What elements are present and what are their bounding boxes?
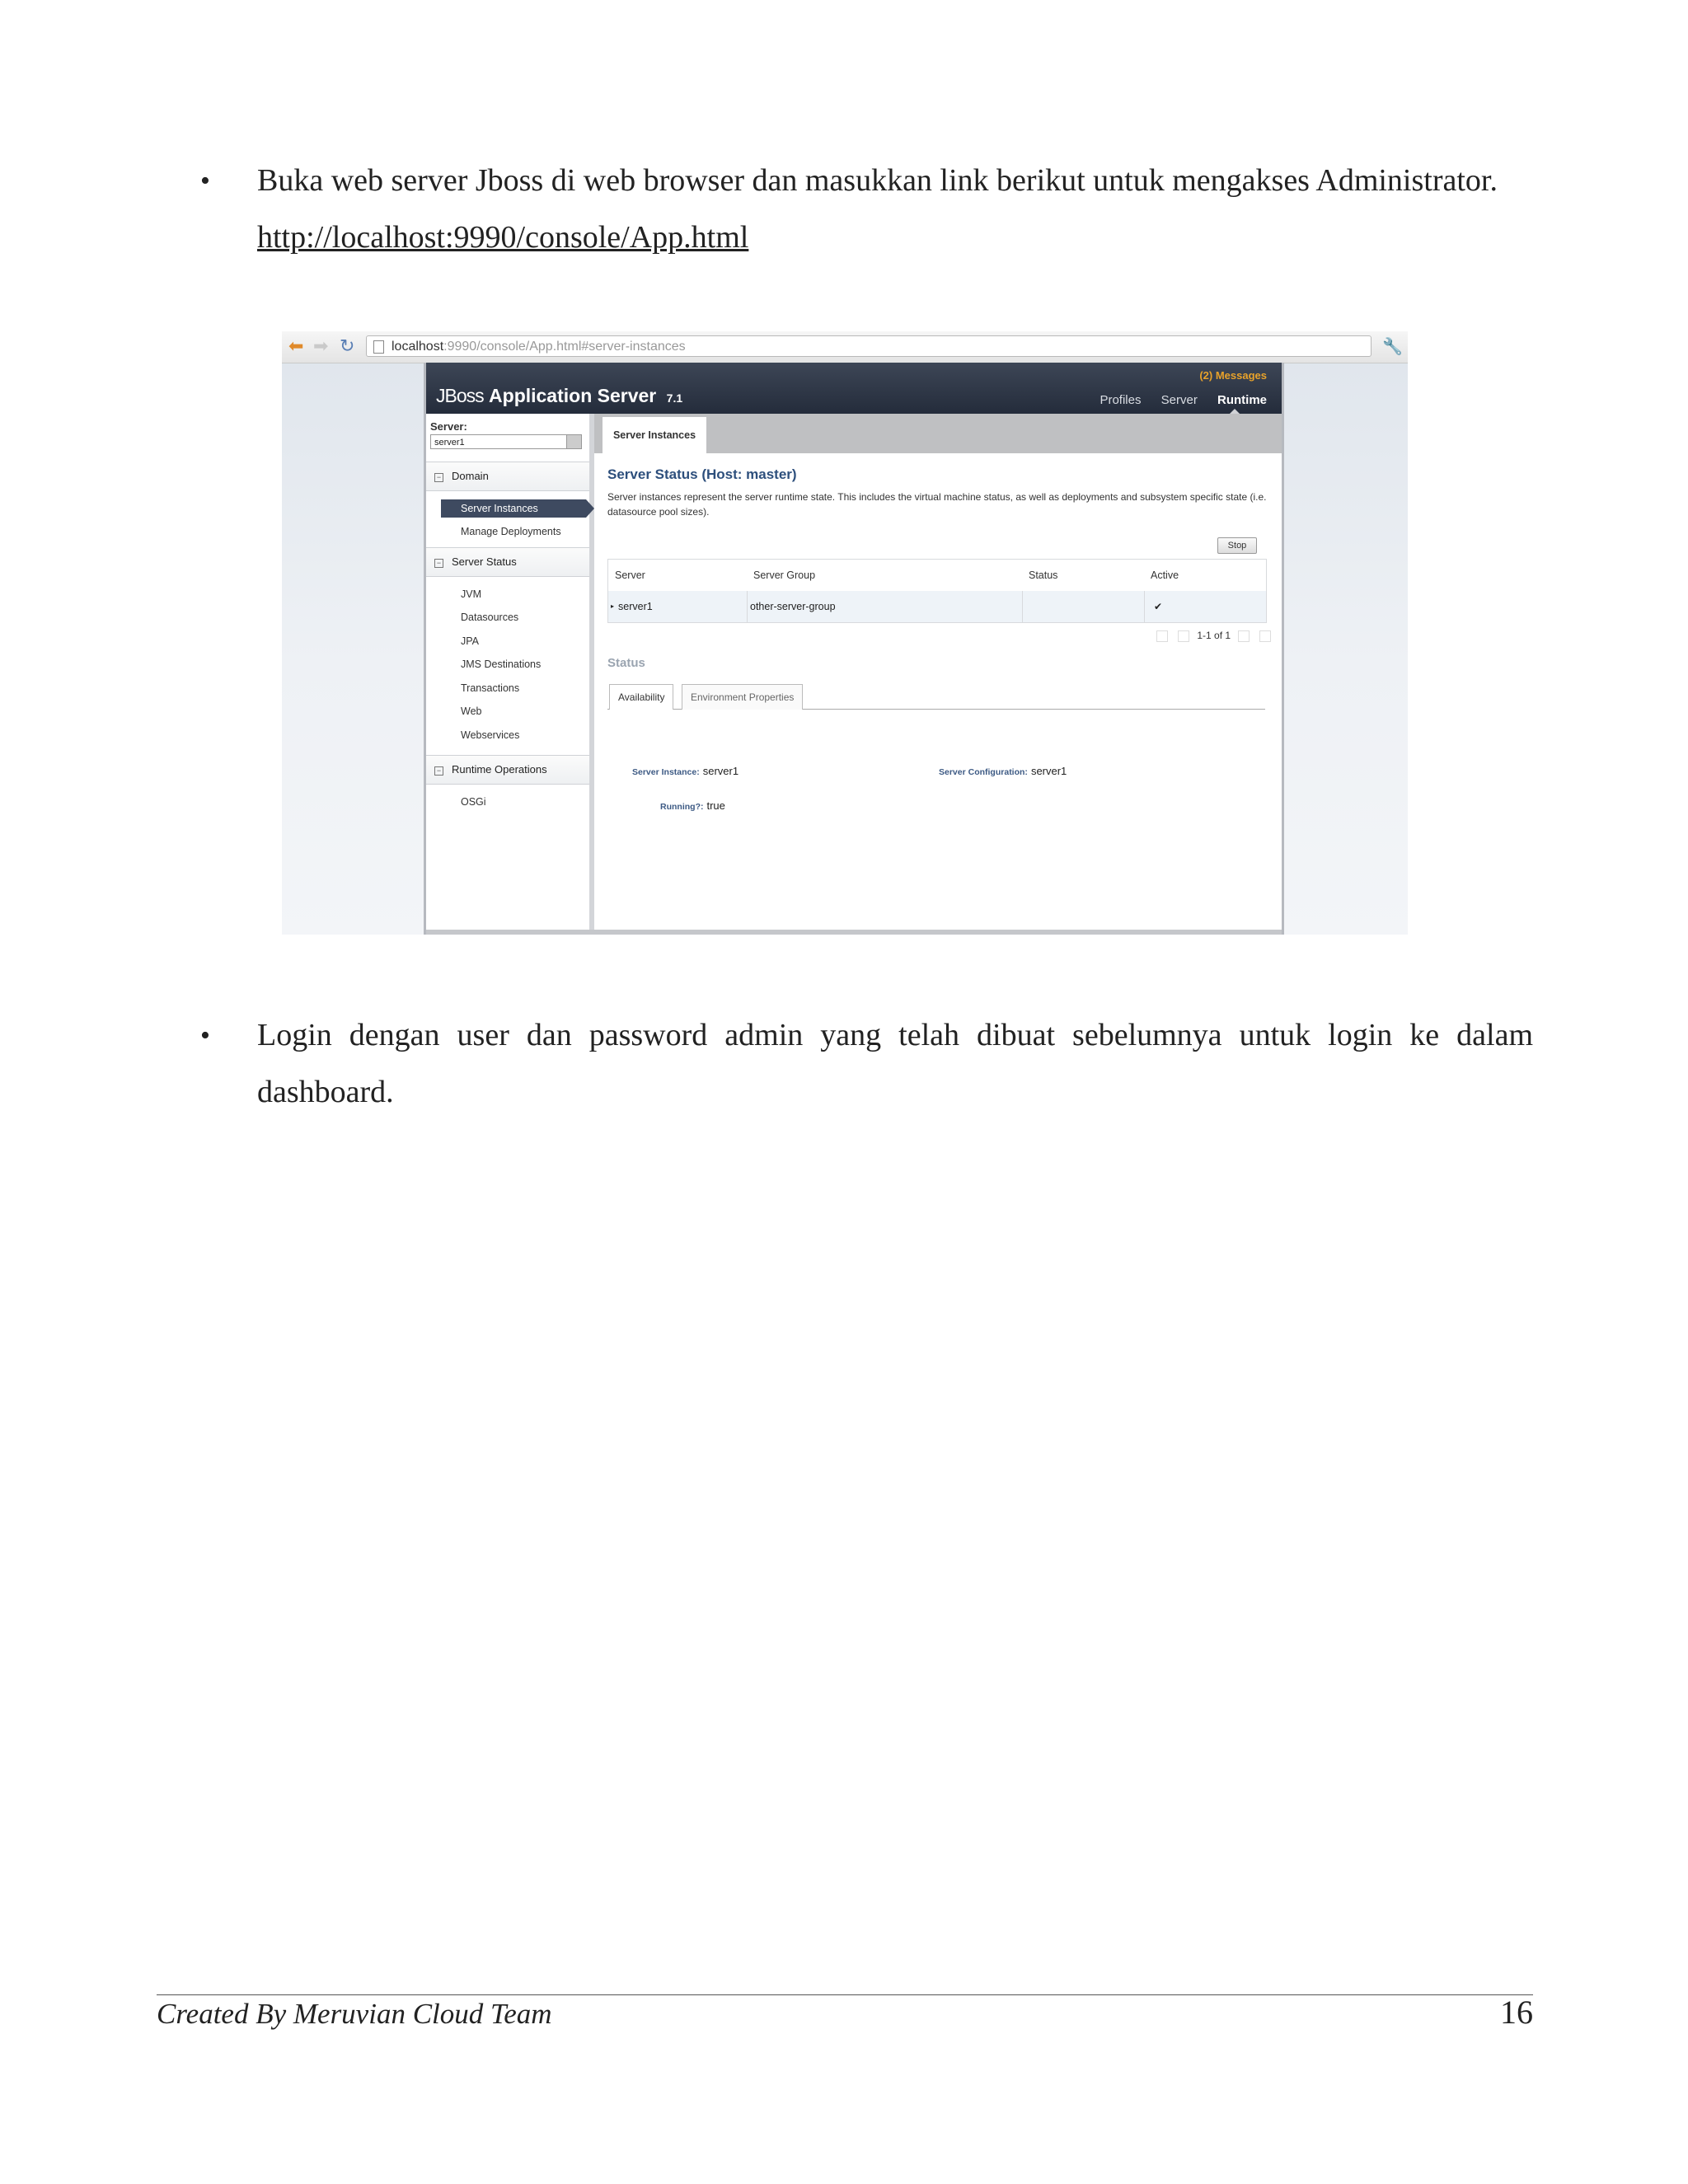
page-description: Server instances represent the server runtime state. This includes the virtual machine status, as well as deployments and subsystem specific state (i.e. datasource pool sizes). [607,491,1267,518]
next-page-icon[interactable] [1238,630,1250,642]
col-active[interactable]: Active [1151,569,1179,581]
status-subtabs [607,682,1265,710]
sidebar-item-manage-deployments[interactable]: Manage Deployments [461,526,561,537]
app-logo: JBoss Application Server 7.1 [436,385,683,406]
expand-icon[interactable]: ▸ [611,602,615,610]
app-bottom-border [426,930,1282,935]
wrench-icon[interactable]: 🔧 [1382,338,1403,356]
tab-availability[interactable]: Availability [609,684,673,710]
field-server-configuration: Server Configuration: server1 [939,765,1067,777]
sidebar-item-jpa[interactable]: JPA [461,635,479,647]
messages-link[interactable]: (2) Messages [1199,369,1267,382]
top-nav [1083,393,1267,407]
collapse-icon[interactable]: − [434,766,443,776]
table-header [608,560,1266,592]
active-check-icon: ✔ [1154,601,1163,612]
tab-environment-properties[interactable]: Environment Properties [682,684,803,710]
server-table [607,559,1267,623]
address-bar[interactable] [366,335,1372,357]
sidebar-item-web[interactable]: Web [461,705,482,717]
url-host: localhost [392,340,444,354]
bullet-item-open-console [200,152,1533,266]
pager [1151,630,1276,642]
back-arrow-icon[interactable]: ⬅ [288,335,304,356]
last-page-icon[interactable] [1259,630,1271,642]
table-row[interactable] [608,591,1266,622]
sidebar-item-transactions[interactable]: Transactions [461,682,520,694]
main-content [594,414,1282,931]
tab-server-instances[interactable]: Server Instances [603,417,706,453]
sidebar-item-datasources[interactable]: Datasources [461,612,519,623]
jboss-app [424,363,1284,935]
page-number: 16 [1500,1994,1533,2031]
field-running: Running?: true [660,799,725,812]
footer-credit: Created By Meruvian Cloud Team [157,1998,552,2030]
col-server[interactable]: Server [615,569,645,581]
tab-strip [594,414,1282,453]
page-icon [373,340,384,354]
section-runtime-operations[interactable]: − Runtime Operations [426,755,589,785]
reload-icon[interactable]: ↻ [340,335,355,356]
bullet-text: Buka web server Jboss di web browser dan masukkan link berikut untuk mengakses Administrator. [257,163,1498,198]
bullet-marker: • [200,166,210,196]
section-server-status[interactable]: − Server Status [426,547,589,577]
status-heading: Status [607,656,645,670]
collapse-icon[interactable]: − [434,473,443,482]
section-domain[interactable]: − Domain [426,462,589,491]
sidebar-item-jvm[interactable]: JVM [461,588,481,600]
bullet-item-login [200,1007,1533,1121]
prev-page-icon[interactable] [1178,630,1189,642]
collapse-icon[interactable]: − [434,559,443,568]
footer-divider [157,1994,1533,1995]
browser-toolbar [282,331,1408,363]
sidebar-item-webservices[interactable]: Webservices [461,729,520,741]
cell-server-group: other-server-group [750,601,836,612]
sidebar-item-osgi[interactable]: OSGi [461,796,486,808]
console-link[interactable]: http://localhost:9990/console/App.html [257,220,749,255]
server-select[interactable]: server1 [430,434,582,449]
nav-server[interactable]: Server [1160,393,1198,407]
app-header [426,363,1282,414]
server-select-label: Server: [430,420,467,433]
sidebar-item-jms-destinations[interactable]: JMS Destinations [461,658,542,670]
forward-arrow-icon[interactable]: ➡ [313,335,329,356]
url-path: :9990/console/App.html#server-instances [443,340,686,354]
first-page-icon[interactable] [1156,630,1168,642]
dropdown-icon[interactable] [566,435,581,448]
col-status[interactable]: Status [1029,569,1058,581]
nav-runtime[interactable]: Runtime [1217,393,1267,407]
page-title: Server Status (Host: master) [607,466,797,482]
field-server-instance: Server Instance: server1 [632,765,739,777]
jboss-console-screenshot [282,331,1408,935]
pager-label: 1-1 of 1 [1197,630,1231,641]
bullet-text: Login dengan user dan password admin yang telah dibuat sebelumnya untuk login ke dalam dashboard. [257,1018,1533,1109]
sidebar-item-server-instances[interactable]: Server Instances [441,499,586,518]
col-server-group[interactable]: Server Group [753,569,816,581]
nav-profiles[interactable]: Profiles [1100,393,1142,407]
stop-button[interactable]: Stop [1217,537,1257,554]
sidebar [426,414,594,931]
cell-server: server1 [618,601,653,612]
bullet-marker: • [200,1020,210,1051]
